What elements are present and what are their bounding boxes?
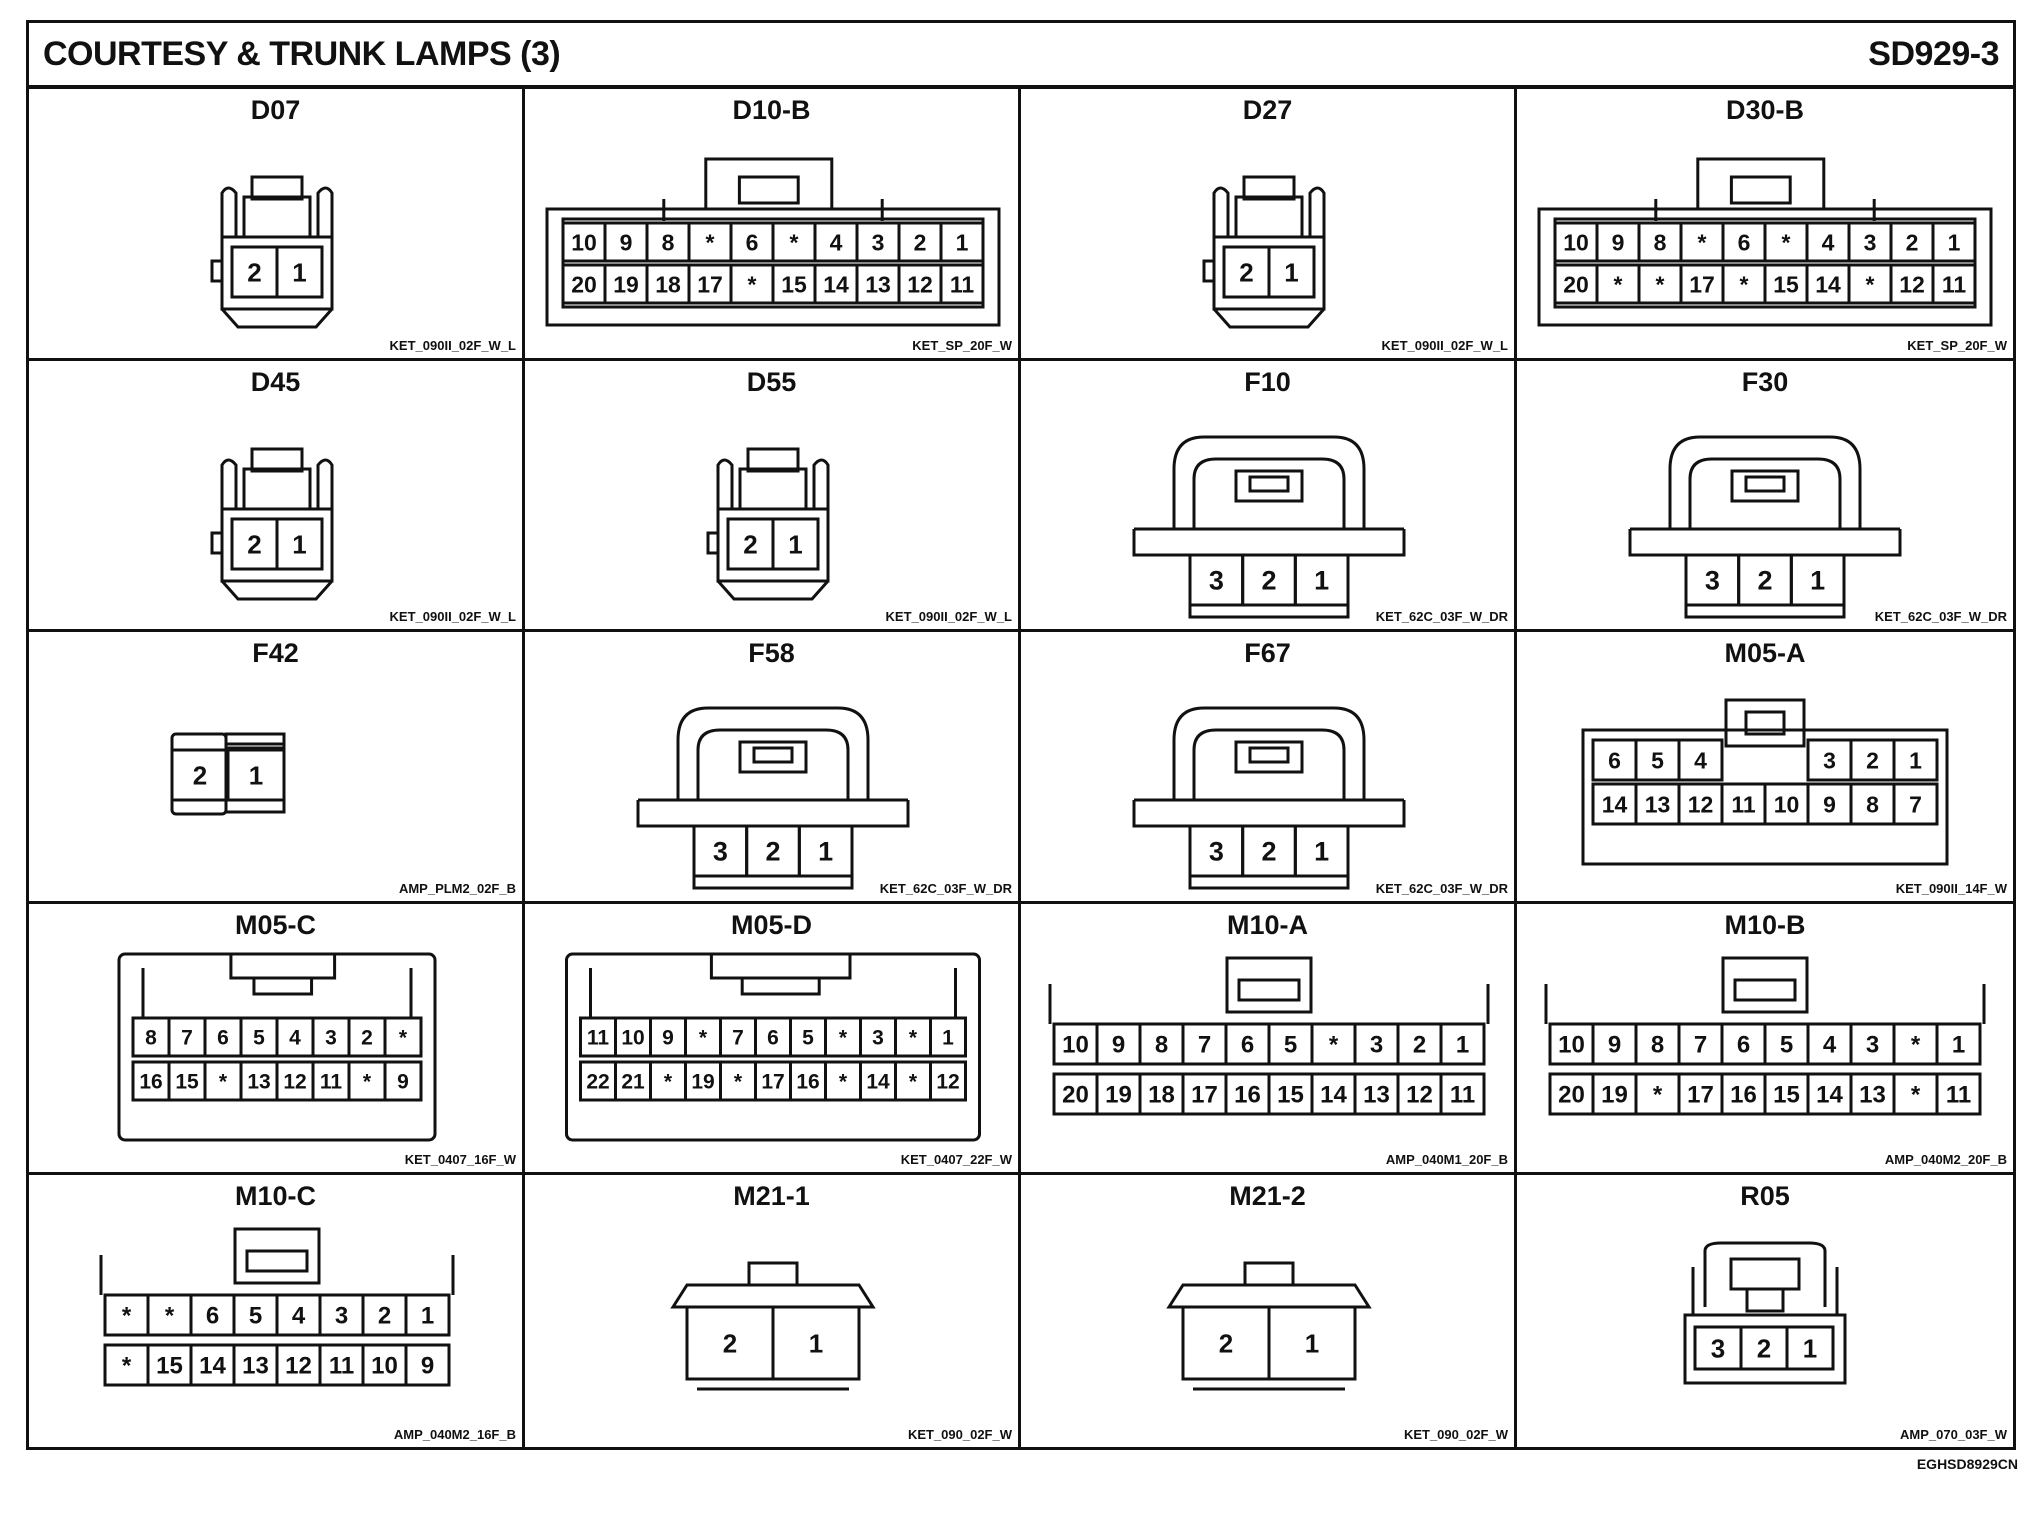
connector-drawing xyxy=(1583,700,1947,864)
pin-label: 14 xyxy=(866,1070,890,1094)
pin-label: 8 xyxy=(1154,1031,1169,1059)
pin-label: 19 xyxy=(691,1070,715,1094)
pin-label: 3 xyxy=(1823,747,1836,774)
connector-cell xyxy=(525,632,1021,904)
pin-label: 12 xyxy=(285,1353,312,1381)
pin-label: 1 xyxy=(942,1026,954,1050)
connector-face xyxy=(1517,904,2013,1176)
pin-label: 4 xyxy=(1821,229,1835,256)
connector-face xyxy=(29,632,525,904)
connector-face xyxy=(525,1175,1021,1447)
pin-label: 7 xyxy=(1197,1031,1212,1059)
pin-label: 9 xyxy=(1823,791,1836,818)
pin-label: 6 xyxy=(1608,747,1621,774)
pin-label: 6 xyxy=(1240,1031,1255,1059)
connector-part-code: KET_0407_16F_W xyxy=(404,1152,516,1168)
connector-part-code: KET_090II_02F_W_L xyxy=(389,609,516,625)
connector-name: F30 xyxy=(1741,366,1789,397)
pin-label: 1 xyxy=(955,229,969,256)
connector-drawing xyxy=(119,954,435,1140)
pin-label: 15 xyxy=(1773,1081,1800,1109)
connector-cell xyxy=(1517,361,2013,633)
connector-face xyxy=(1021,361,1517,633)
connector-drawing xyxy=(101,1229,453,1385)
connector-part-code: AMP_070_03F_W xyxy=(1900,1426,2007,1442)
pin-label: 8 xyxy=(1653,229,1667,256)
pin-label: 12 xyxy=(1406,1081,1433,1109)
connector-face xyxy=(1517,89,2013,361)
pin-label: 16 xyxy=(796,1070,820,1094)
connector-part-code: KET_0407_22F_W xyxy=(900,1152,1012,1168)
pin-label: 13 xyxy=(1644,791,1671,818)
pin-label: 1 xyxy=(1802,1333,1818,1364)
pin-label: 14 xyxy=(1816,1081,1843,1109)
connector-part-code: KET_SP_20F_W xyxy=(1907,337,2007,353)
pin-label: 6 xyxy=(217,1026,229,1050)
pin-label: 2 xyxy=(743,528,758,559)
pin-label: 11 xyxy=(1731,791,1756,818)
pin-label: 11 xyxy=(1941,271,1967,298)
connector-part-code: AMP_040M1_20F_B xyxy=(1385,1152,1508,1168)
pin-label: 17 xyxy=(1687,1081,1714,1109)
pin-label: 2 xyxy=(361,1026,373,1050)
pin-label: 2 xyxy=(1261,565,1277,596)
connector-face xyxy=(525,632,1021,904)
connector-face xyxy=(1021,89,1517,361)
pin-label: 2 xyxy=(247,528,262,559)
pin-label: 9 xyxy=(397,1070,409,1094)
pin-label: 20 xyxy=(1062,1081,1089,1109)
connector-part-code: KET_62C_03F_W_DR xyxy=(879,880,1012,896)
pin-label: 10 xyxy=(1773,791,1800,818)
pin-label: 1 xyxy=(420,1303,435,1331)
pin-label: 2 xyxy=(765,836,781,867)
pin-label: * xyxy=(1328,1031,1339,1059)
pin-label: 15 xyxy=(175,1070,199,1094)
connector-name: M10-C xyxy=(234,1181,316,1212)
connector-drawing xyxy=(547,159,999,325)
pin-label: 3 xyxy=(325,1026,337,1050)
connector-face xyxy=(1517,361,2013,633)
connector-face xyxy=(29,361,525,633)
pin-label: * xyxy=(705,229,715,256)
pin-label: * xyxy=(1781,229,1791,256)
pin-label: * xyxy=(398,1026,408,1050)
connector-face xyxy=(525,361,1021,633)
pin-label: 17 xyxy=(1689,271,1715,298)
pin-label: 2 xyxy=(1261,836,1277,867)
connector-drawing xyxy=(1050,958,1488,1114)
connector-drawing xyxy=(1546,958,1984,1114)
connector-name: M10-B xyxy=(1724,909,1806,940)
pin-label: 1 xyxy=(1810,565,1826,596)
pin-label: 16 xyxy=(1730,1081,1757,1109)
pin-label: 12 xyxy=(907,271,933,298)
pin-label: * xyxy=(663,1070,673,1094)
pin-label: 1 xyxy=(1314,836,1330,867)
pin-label: 3 xyxy=(871,229,885,256)
connector-cell xyxy=(29,89,525,361)
pin-label: 2 xyxy=(1218,1328,1234,1359)
pin-label: 1 xyxy=(1455,1031,1470,1059)
connector-drawing xyxy=(212,449,332,599)
pin-label: 10 xyxy=(571,229,597,256)
pin-label: 14 xyxy=(1815,271,1841,298)
connector-name: M05-D xyxy=(730,909,812,940)
pin-label: * xyxy=(121,1303,132,1331)
pin-label: 4 xyxy=(291,1303,306,1331)
pin-label: 13 xyxy=(1363,1081,1390,1109)
pin-label: 4 xyxy=(829,229,843,256)
connector-name: M05-A xyxy=(1724,638,1806,669)
pin-label: 7 xyxy=(1693,1031,1708,1059)
pin-label: 12 xyxy=(936,1070,960,1094)
connector-drawing xyxy=(1134,437,1404,617)
connector-name: F67 xyxy=(1244,638,1291,669)
pin-label: 15 xyxy=(781,271,807,298)
connector-drawing xyxy=(1134,708,1404,888)
pin-label: 1 xyxy=(1951,1031,1966,1059)
pin-label: 19 xyxy=(1105,1081,1132,1109)
pin-label: * xyxy=(1865,271,1875,298)
pin-label: 16 xyxy=(139,1070,163,1094)
pin-label: * xyxy=(1739,271,1749,298)
connector-drawing xyxy=(708,449,828,599)
diagram-sheet xyxy=(26,20,2016,1450)
pin-label: 3 xyxy=(872,1026,884,1050)
connector-cell xyxy=(29,361,525,633)
pin-label: 20 xyxy=(571,271,597,298)
pin-label: 9 xyxy=(1611,229,1625,256)
pin-label: * xyxy=(1613,271,1623,298)
pin-label: 2 xyxy=(913,229,927,256)
connector-cell xyxy=(29,1175,525,1447)
pin-label: 10 xyxy=(1558,1031,1585,1059)
pin-label: 8 xyxy=(145,1026,157,1050)
pin-label: 15 xyxy=(1277,1081,1304,1109)
pin-label: 1 xyxy=(1909,747,1922,774)
pin-label: 6 xyxy=(205,1303,220,1331)
pin-label: 1 xyxy=(1284,257,1299,288)
connector-part-code: KET_62C_03F_W_DR xyxy=(1874,609,2007,625)
pin-label: * xyxy=(1910,1081,1921,1109)
pin-label: 11 xyxy=(1945,1081,1972,1109)
pin-label: 18 xyxy=(655,271,681,298)
connector-part-code: KET_090II_02F_W_L xyxy=(1381,337,1508,353)
connector-part-code: AMP_040M2_20F_B xyxy=(1884,1152,2007,1168)
pin-label: 4 xyxy=(289,1026,301,1050)
pin-label: 3 xyxy=(1865,1031,1880,1059)
connector-name: M05-C xyxy=(234,909,316,940)
pin-label: 15 xyxy=(156,1353,183,1381)
connector-cell xyxy=(29,904,525,1176)
connector-name: R05 xyxy=(1740,1181,1790,1212)
pin-label: * xyxy=(1655,271,1665,298)
pin-label: * xyxy=(733,1070,743,1094)
pin-label: 2 xyxy=(247,257,262,288)
connector-cell xyxy=(1021,1175,1517,1447)
connector-face xyxy=(29,89,525,361)
pin-label: 4 xyxy=(1694,747,1707,774)
pin-label: 6 xyxy=(1737,229,1751,256)
connector-name: M21-2 xyxy=(1229,1181,1306,1212)
pin-label: 10 xyxy=(621,1026,645,1050)
pin-label: 14 xyxy=(199,1353,226,1381)
connector-cell xyxy=(1517,1175,2013,1447)
connector-cell xyxy=(525,361,1021,633)
pin-label: 3 xyxy=(1208,836,1224,867)
pin-label: 2 xyxy=(1866,747,1879,774)
pin-label: * xyxy=(1697,229,1707,256)
pin-label: 10 xyxy=(1563,229,1589,256)
connector-cell xyxy=(1517,89,2013,361)
connector-face xyxy=(1021,904,1517,1176)
pin-label: 6 xyxy=(745,229,759,256)
connector-cell xyxy=(1021,904,1517,1176)
pin-label: 3 xyxy=(1704,565,1720,596)
sheet-code: SD929-3 xyxy=(1868,35,1999,73)
connector-part-code: KET_090II_02F_W_L xyxy=(885,609,1012,625)
pin-label: 2 xyxy=(1757,565,1773,596)
pin-label: 1 xyxy=(1314,565,1330,596)
connector-part-code: KET_SP_20F_W xyxy=(912,337,1012,353)
connector-part-code: AMP_040M2_16F_B xyxy=(393,1426,516,1442)
connector-name: F58 xyxy=(748,638,795,669)
pin-label: 15 xyxy=(1773,271,1799,298)
connector-name: D30-B xyxy=(1725,95,1805,125)
pin-label: 5 xyxy=(1651,747,1664,774)
pin-label: 1 xyxy=(292,257,307,288)
pin-label: 11 xyxy=(1449,1081,1476,1109)
pin-label: 6 xyxy=(1736,1031,1751,1059)
connector-drawing xyxy=(212,177,332,327)
connector-drawing xyxy=(638,708,908,888)
pin-label: * xyxy=(698,1026,708,1050)
connector-cell xyxy=(525,1175,1021,1447)
page-title: COURTESY & TRUNK LAMPS (3) xyxy=(43,35,561,73)
connector-name: F42 xyxy=(252,638,299,669)
connector-part-code: KET_090II_14F_W xyxy=(1895,880,2007,896)
pin-label: * xyxy=(218,1070,228,1094)
pin-label: 5 xyxy=(1283,1031,1298,1059)
pin-label: 9 xyxy=(619,229,633,256)
pin-label: 11 xyxy=(949,271,975,298)
pin-label: 2 xyxy=(1412,1031,1427,1059)
pin-label: * xyxy=(789,229,799,256)
pin-label: 5 xyxy=(248,1303,263,1331)
connector-part-code: KET_090_02F_W xyxy=(1403,1426,1508,1442)
connector-face xyxy=(29,904,525,1176)
connector-drawing xyxy=(1169,1263,1369,1389)
connector-cell xyxy=(1517,904,2013,1176)
pin-label: * xyxy=(1652,1081,1663,1109)
pin-label: 1 xyxy=(292,528,307,559)
pin-label: * xyxy=(747,271,757,298)
connector-name: D10-B xyxy=(732,95,811,125)
connector-name: D07 xyxy=(250,95,301,125)
connector-face xyxy=(29,1175,525,1447)
pin-label: 1 xyxy=(248,760,264,791)
pin-label: * xyxy=(164,1303,175,1331)
connector-drawing xyxy=(172,734,284,814)
pin-label: 11 xyxy=(586,1026,610,1050)
pin-label: 14 xyxy=(1601,791,1628,818)
pin-label: * xyxy=(838,1026,848,1050)
pin-label: 9 xyxy=(1607,1031,1622,1059)
pin-label: 2 xyxy=(722,1328,738,1359)
pin-label: 1 xyxy=(788,528,803,559)
connector-face xyxy=(525,89,1021,361)
pin-label: 7 xyxy=(732,1026,744,1050)
pin-label: 13 xyxy=(1859,1081,1886,1109)
connector-drawing xyxy=(1539,159,1991,325)
pin-label: 5 xyxy=(1779,1031,1794,1059)
connector-part-code: KET_62C_03F_W_DR xyxy=(1375,880,1508,896)
pin-label: 17 xyxy=(697,271,723,298)
pin-label: 14 xyxy=(823,271,849,298)
pin-label: 20 xyxy=(1563,271,1589,298)
pin-label: 17 xyxy=(761,1070,785,1094)
pin-label: 5 xyxy=(802,1026,814,1050)
pin-label: 2 xyxy=(377,1303,392,1331)
connector-drawing xyxy=(673,1263,873,1389)
connector-cell xyxy=(1021,632,1517,904)
pin-label: 17 xyxy=(1191,1081,1218,1109)
pin-label: 20 xyxy=(1558,1081,1585,1109)
pin-label: 16 xyxy=(1234,1081,1261,1109)
pin-label: 12 xyxy=(283,1070,307,1094)
connector-name: F10 xyxy=(1244,366,1291,397)
pin-label: 13 xyxy=(247,1070,271,1094)
connector-name: M21-1 xyxy=(733,1181,810,1212)
connector-face xyxy=(525,904,1021,1176)
pin-label: 18 xyxy=(1148,1081,1175,1109)
pin-label: 5 xyxy=(253,1026,265,1050)
pin-label: * xyxy=(838,1070,848,1094)
pin-label: * xyxy=(362,1070,372,1094)
pin-label: 11 xyxy=(328,1353,355,1381)
pin-label: 9 xyxy=(662,1026,674,1050)
connector-face xyxy=(1021,1175,1517,1447)
pin-label: * xyxy=(908,1026,918,1050)
pin-label: 9 xyxy=(1111,1031,1126,1059)
connector-part-code: KET_090II_02F_W_L xyxy=(389,337,516,353)
header-bar xyxy=(29,23,2013,89)
pin-label: 19 xyxy=(613,271,639,298)
pin-label: 12 xyxy=(1899,271,1925,298)
pin-label: 7 xyxy=(1909,791,1922,818)
connector-name: D55 xyxy=(746,366,797,397)
connector-part-code: KET_62C_03F_W_DR xyxy=(1375,609,1508,625)
pin-label: 10 xyxy=(371,1353,398,1381)
connector-name: M10-A xyxy=(1226,909,1308,940)
pin-label: 12 xyxy=(1687,791,1714,818)
pin-label: 3 xyxy=(1863,229,1877,256)
connector-drawing xyxy=(1204,177,1324,327)
connector-drawing xyxy=(1630,437,1900,617)
pin-label: 2 xyxy=(1756,1333,1772,1364)
connector-cell xyxy=(29,632,525,904)
pin-label: * xyxy=(121,1353,132,1381)
pin-label: 1 xyxy=(818,836,834,867)
pin-label: 1 xyxy=(1947,229,1961,256)
pin-label: * xyxy=(908,1070,918,1094)
pin-label: 8 xyxy=(1866,791,1879,818)
pin-label: 9 xyxy=(420,1353,435,1381)
pin-label: 14 xyxy=(1320,1081,1347,1109)
pin-label: 11 xyxy=(319,1070,343,1094)
pin-label: 19 xyxy=(1601,1081,1628,1109)
connector-drawing xyxy=(567,954,980,1140)
pin-label: 3 xyxy=(1369,1031,1384,1059)
pin-label: 3 xyxy=(1710,1333,1726,1364)
pin-label: 2 xyxy=(192,760,208,791)
pin-label: 4 xyxy=(1822,1031,1837,1059)
connector-cell xyxy=(1021,361,1517,633)
connector-face xyxy=(1021,632,1517,904)
connector-grid xyxy=(29,89,2013,1447)
pin-label: 10 xyxy=(1062,1031,1089,1059)
pin-label: 3 xyxy=(712,836,728,867)
pin-label: 2 xyxy=(1239,257,1254,288)
connector-face xyxy=(1517,1175,2013,1447)
footer-code: EGHSD8929CN xyxy=(1916,1456,2018,1472)
connector-part-code: KET_090_02F_W xyxy=(907,1426,1012,1442)
pin-label: 2 xyxy=(1905,229,1919,256)
connector-part-code: AMP_PLM2_02F_B xyxy=(398,880,516,896)
pin-label: 22 xyxy=(586,1070,610,1094)
pin-label: 1 xyxy=(1304,1328,1320,1359)
connector-name: D45 xyxy=(250,366,301,397)
pin-label: 3 xyxy=(334,1303,349,1331)
connector-cell xyxy=(525,904,1021,1176)
pin-label: 7 xyxy=(181,1026,193,1050)
pin-label: 8 xyxy=(661,229,675,256)
pin-label: 3 xyxy=(1208,565,1224,596)
connector-name: D27 xyxy=(1242,95,1293,125)
pin-label: 8 xyxy=(1650,1031,1665,1059)
connector-face xyxy=(1517,632,2013,904)
connector-cell xyxy=(1517,632,2013,904)
pin-label: 13 xyxy=(242,1353,269,1381)
connector-cell xyxy=(1021,89,1517,361)
pin-label: * xyxy=(1910,1031,1921,1059)
connector-drawing xyxy=(1685,1243,1845,1383)
pin-label: 1 xyxy=(808,1328,824,1359)
pin-label: 21 xyxy=(621,1070,645,1094)
pin-label: 13 xyxy=(865,271,891,298)
connector-cell xyxy=(525,89,1021,361)
pin-label: 6 xyxy=(767,1026,779,1050)
